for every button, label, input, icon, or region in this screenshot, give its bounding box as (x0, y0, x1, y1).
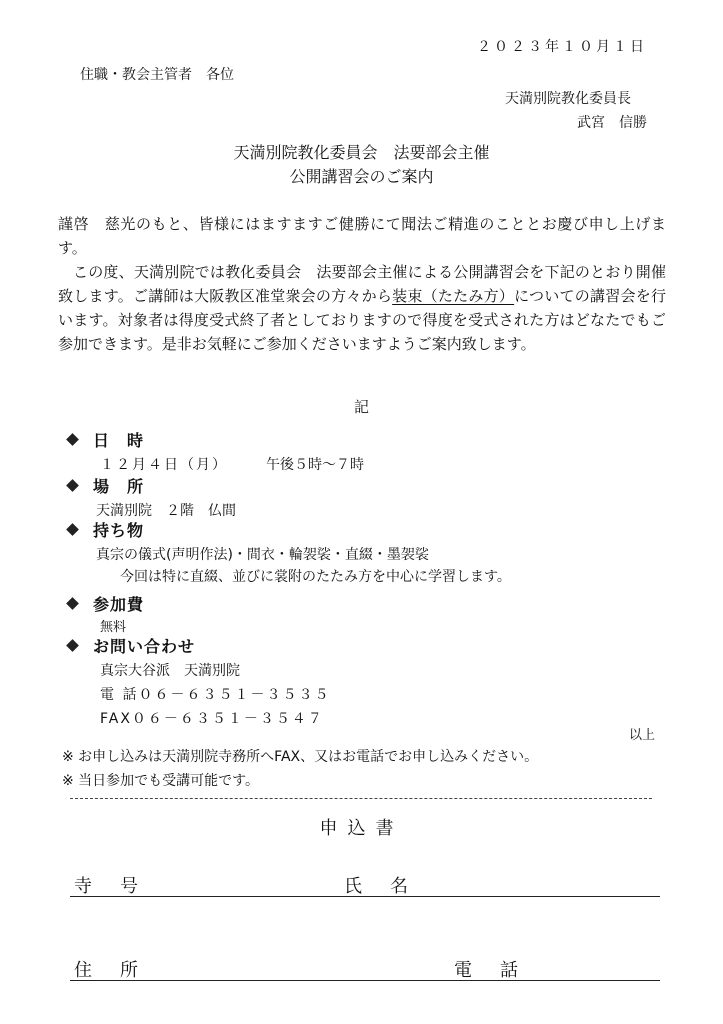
contact-org: 真宗大谷派 天満別院 (100, 663, 240, 679)
section-heading-place: 場 所 (93, 477, 145, 496)
items-note: 今回は特に直綴、並びに裳附のたたみ方を中心に学習します。 (120, 569, 511, 585)
section-heading-items: 持ち物 (93, 521, 145, 540)
diamond-bullet-icon (66, 479, 79, 492)
form-label-phone: 電話 (454, 960, 546, 981)
event-date: １２月４日（月） (100, 457, 228, 473)
diamond-bullet-icon (66, 433, 79, 446)
title-line-2: 公開講習会のご案内 (289, 167, 434, 186)
fee-value: 無料 (100, 620, 127, 635)
diamond-bullet-icon (66, 597, 79, 610)
sender-organization: 天満別院教化委員長 (505, 91, 631, 107)
addressee: 住職・教会主管者 各位 (80, 67, 234, 83)
contact-fax: FAX０６－６３５１－３５４７ (100, 711, 324, 727)
section-heading-contact: お問い合わせ (93, 637, 196, 656)
contact-tel: 電 話０６－６３５１－３５３５ (100, 687, 331, 703)
document-date: ２０２３年１０月１日 (477, 39, 647, 55)
title-line-1: 天満別院教化委員会 法要部会主催 (233, 143, 490, 162)
form-row-address-phone-line[interactable] (70, 980, 660, 981)
event-time: 午後５時～７時 (266, 457, 364, 473)
body-text (58, 212, 666, 356)
section-fee (68, 592, 144, 615)
form-label-name: 氏名 (344, 876, 436, 897)
announcement-paragraph (58, 260, 666, 356)
announcement-text-1: この度、天満別院では教化委員会 法要部会主催による公開講習会を下記のとおり開催致します。ご講師は大阪教区准堂衆会の方々から (58, 263, 666, 305)
announcement-underlined: 装束（たたみ方） (392, 287, 515, 305)
same-day-note: ※ 当日参加でも受講可能です。 (62, 773, 260, 789)
event-place: 天満別院 ２階 仏間 (96, 503, 236, 519)
section-datetime (68, 428, 144, 451)
announcement-text-2: についての講習会を行います。対象者は得度受式終了者としておりますので得度を受式された方はどなたでもご参加できます。是非お気軽にご参加くださいますようご案内致します。 (58, 287, 666, 353)
cut-line-divider (70, 798, 652, 799)
items-list: 真宗の儀式(声明作法)・間衣・輪袈裟・直綴・墨袈裟 (96, 547, 429, 563)
section-contact (68, 634, 195, 657)
application-note: ※ お申し込みは天満別院寺務所へFAX、又はお電話でお申し込みください。 (62, 749, 539, 765)
application-form-title: 申込書 (319, 818, 404, 839)
section-place (68, 474, 144, 497)
closing-igo: 以上 (628, 728, 655, 743)
diamond-bullet-icon (66, 639, 79, 652)
section-heading-datetime: 日 時 (93, 431, 145, 450)
section-items (68, 518, 144, 541)
greeting-paragraph: 謹啓 慈光のもと、皆様にはますますご健勝にて聞法ご精進のこととお慶び申し上げます。 (58, 215, 666, 257)
section-heading-fee: 参加費 (93, 595, 145, 614)
form-row-temple-name-line[interactable] (70, 896, 660, 897)
sender-name: 武宮 信勝 (577, 115, 647, 131)
diamond-bullet-icon (66, 523, 79, 536)
form-label-address: 住所 (74, 960, 166, 981)
form-label-temple: 寺号 (74, 876, 166, 897)
ki-heading: 記 (353, 398, 369, 416)
